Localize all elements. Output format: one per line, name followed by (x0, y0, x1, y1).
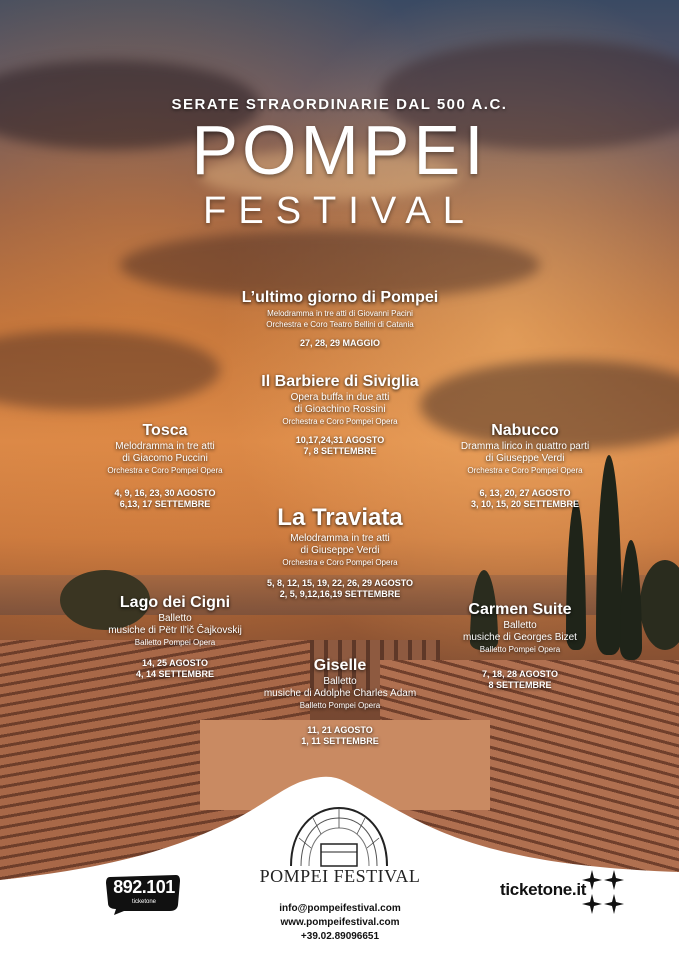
logo-text: POMPEI FESTIVAL (259, 866, 421, 886)
show-title: Lago dei Cigni (119, 594, 231, 611)
show-ultimo-giorno (190, 288, 490, 349)
show-company: Orchestra e Coro Pompei Opera (282, 558, 398, 567)
show-company: Orchestra e Coro Pompei Opera (467, 466, 583, 475)
show-description: Melodramma in tre atti (290, 533, 390, 544)
show-dates: 8 SETTEMBRE (488, 680, 552, 690)
show-description: Opera buffa in due atti (290, 392, 390, 403)
show-dates: 27, 28, 29 MAGGIO (299, 338, 381, 348)
show-composer: musiche di Pëtr Il'ič Čajkovskij (108, 625, 242, 636)
contacts (220, 902, 460, 944)
show-title: Nabucco (491, 422, 559, 439)
show-title: Carmen Suite (468, 601, 572, 618)
theatre-logo-icon (283, 800, 395, 870)
show-company: Orchestra e Coro Pompei Opera (107, 466, 223, 475)
show-traviata (200, 503, 480, 600)
show-composer: musiche di Adolphe Charles Adam (263, 688, 417, 699)
show-giselle (230, 656, 450, 747)
show-description: Balletto (158, 613, 192, 624)
show-dates: 11, 21 AGOSTO (307, 725, 373, 735)
cloud (0, 330, 220, 410)
show-title: Giselle (313, 657, 367, 674)
tree (640, 560, 679, 650)
show-composer: musiche di Georges Bizet (463, 632, 577, 643)
show-dates: 1, 11 SETTEMBRE (301, 736, 379, 746)
show-description: Dramma lirico in quattro parti (460, 441, 590, 452)
show-dates: 6,13, 17 SETTEMBRE (119, 499, 211, 509)
show-dates: 4, 9, 16, 23, 30 AGOSTO (114, 488, 216, 498)
show-tosca (70, 421, 260, 510)
show-dates: 4, 14 SETTEMBRE (135, 669, 215, 679)
show-dates: 10,17,24,31 AGOSTO (295, 435, 385, 445)
ticketone-logo-icon (582, 868, 626, 916)
show-composer: di Giuseppe Verdi (300, 545, 380, 556)
show-company: Balletto Pompei Opera (299, 701, 381, 710)
show-title: Tosca (142, 422, 188, 439)
phone-number: +39.02.89096651 (300, 931, 380, 942)
callcenter-number: 892.101 (113, 877, 175, 897)
show-company: Balletto Pompei Opera (479, 645, 561, 654)
show-description: Melodramma in tre atti di Giovanni Pacini (267, 309, 413, 318)
show-nabucco (420, 421, 630, 510)
show-dates: 14, 25 AGOSTO (141, 658, 209, 668)
festival-title: POMPEI (191, 111, 488, 189)
tagline: SERATE STRAORDINARIE DAL 500 A.C. (171, 96, 508, 113)
cypress-tree (620, 540, 642, 660)
show-description: Balletto (323, 676, 357, 687)
show-description: Balletto (503, 620, 537, 631)
email-link[interactable]: info@pompeifestival.com (279, 903, 401, 914)
show-dates: 3, 10, 15, 20 SETTEMBRE (470, 499, 580, 509)
show-dates: 7, 18, 28 AGOSTO (481, 669, 559, 679)
show-composer: di Gioachino Rossini (294, 404, 386, 415)
show-composer: di Giacomo Puccini (122, 453, 208, 464)
show-dates: 2, 5, 9,12,16,19 SETTEMBRE (279, 589, 401, 599)
show-description: Melodramma in tre atti (115, 441, 215, 452)
show-dates: 7, 8 SETTEMBRE (303, 446, 377, 456)
festival-subtitle: FESTIVAL (203, 190, 476, 232)
show-company: Orchestra e Coro Teatro Bellini di Catania (266, 320, 414, 329)
show-carmen-suite (420, 600, 620, 691)
show-composer: di Giuseppe Verdi (485, 453, 565, 464)
show-dates: 6, 13, 20, 27 AGOSTO (479, 488, 571, 498)
callcenter-sub: ticketone (131, 899, 156, 905)
show-company: Orchestra e Coro Pompei Opera (282, 417, 398, 426)
show-title: La Traviata (277, 504, 403, 531)
show-title: Il Barbiere di Siviglia (261, 373, 419, 390)
website-link[interactable]: www.pompeifestival.com (280, 917, 400, 928)
show-title: L’ultimo giorno di Pompei (241, 289, 439, 306)
ticketone-link[interactable]: ticketone.it (500, 880, 587, 899)
show-company: Balletto Pompei Opera (134, 638, 216, 647)
show-dates: 5, 8, 12, 15, 19, 22, 26, 29 AGOSTO (266, 578, 414, 588)
